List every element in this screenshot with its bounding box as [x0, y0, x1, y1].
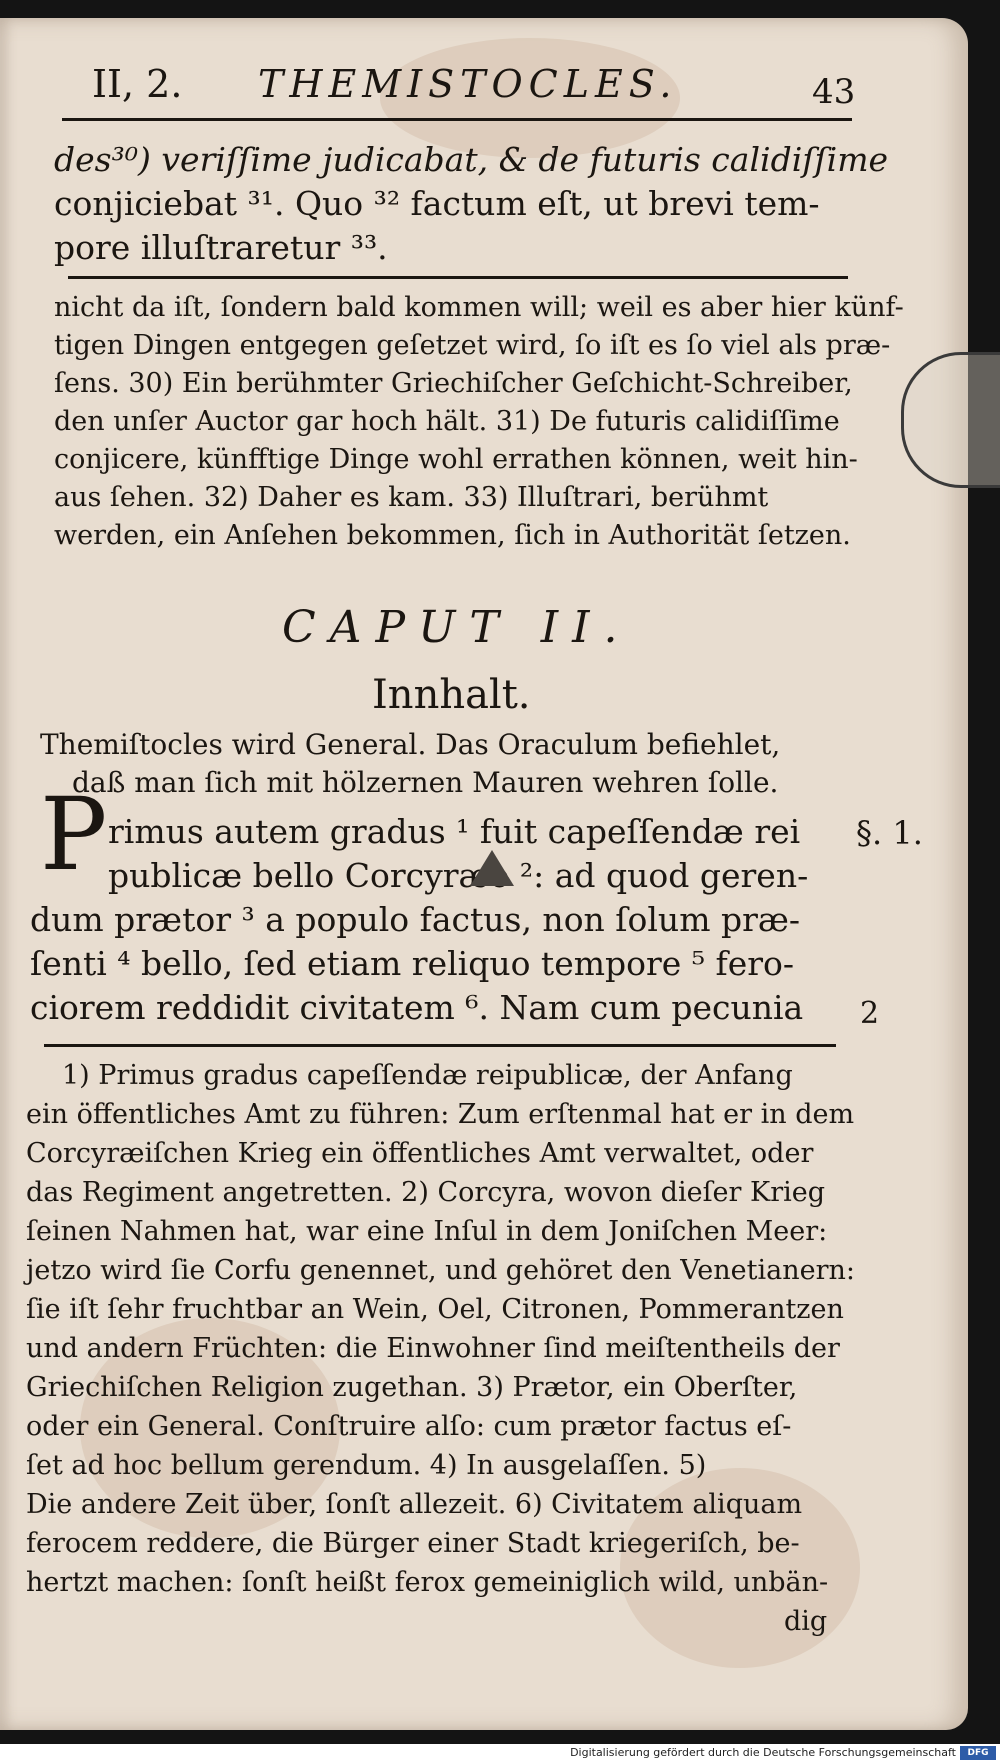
margin-number: 2: [860, 996, 880, 1031]
note-line: und andern Früchten: die Einwohner ſind meiſtentheils der: [26, 1333, 840, 1364]
note-line: Die andere Zeit über, ſonſt allezeit. 6) Civitatem aliquam: [26, 1489, 803, 1520]
main-line: rimus autem gradus ¹ fuit capeſſendæ rei: [108, 812, 801, 851]
text-line: des³⁰) veriſſime judicabat, & de futuris calidiſſime: [54, 140, 889, 179]
summary-line: Themiſtocles wird General. Das Oraculum befiehlet,: [40, 728, 781, 761]
note-line: aus ſehen. 32) Daher es kam. 33) Illuſtrari, berühmt: [54, 482, 769, 513]
note-line: ſie iſt ſehr fruchtbar an Wein, Oel, Citronen, Pommerantzen: [26, 1294, 844, 1325]
footer-credit: Digitalisierung gefördert durch die Deutsche Forschungsgemeinschaft: [570, 1746, 956, 1759]
drop-cap: P: [40, 776, 108, 893]
note-line: Corcyræiſchen Krieg ein öffentliches Amt verwaltet, oder: [26, 1138, 814, 1169]
text-line: pore illuſtraretur ³³.: [54, 228, 388, 267]
note-line: jetzo wird ſie Corfu genennet, und gehöret den Venetianern:: [26, 1255, 855, 1286]
note-line: nicht da iſt, ſondern bald kommen will; weil es aber hier künf-: [54, 292, 904, 323]
header-left: II, 2.: [92, 62, 183, 106]
page-clip: [901, 352, 1000, 488]
note-line: conjicere, künfftige Dinge wohl errathen können, weit hin-: [54, 444, 858, 475]
main-line: dum prætor ³ a populo factus, non ſolum præ-: [30, 900, 801, 939]
contents-heading: Innhalt.: [372, 672, 531, 718]
dfg-logo-icon: DFG: [960, 1746, 996, 1760]
note-line: Griechiſchen Religion zugethan. 3) Prætor, ein Oberſter,: [26, 1372, 798, 1403]
note-line: tigen Dingen entgegen geſetzet wird, ſo iſt es ſo viel als præ-: [54, 330, 891, 361]
header-rule: [62, 118, 852, 121]
summary-line: daß man ſich mit hölzernen Mauren wehren ſolle.: [72, 766, 779, 799]
main-line: ciorem reddidit civitatem ⁶. Nam cum pecunia: [30, 988, 804, 1027]
chapter-heading: CAPUT II.: [282, 602, 632, 653]
notes-rule-bottom: [44, 1044, 836, 1047]
main-line: publicæ bello Corcyræo ²: ad quod geren-: [108, 856, 809, 895]
page-number: 43: [812, 72, 856, 112]
note-line: werden, ein Anſehen bekommen, ſich in Authorität ſetzen.: [54, 520, 851, 551]
section-marker: §. 1.: [856, 814, 923, 852]
note-line: oder ein General. Conſtruire alſo: cum prætor factus eſ-: [26, 1411, 792, 1442]
digitization-footer: [0, 1744, 1000, 1764]
note-line: ſens. 30) Ein berühmter Griechiſcher Geſchicht-Schreiber,: [54, 368, 853, 399]
note-line: ſet ad hoc bellum gerendum. 4) In ausgelaſſen. 5): [26, 1450, 707, 1481]
note-line: den unſer Auctor gar hoch hält. 31) De futuris calidiſſime: [54, 406, 840, 437]
note-line: hertzt machen: ſonſt heißt ferox gemeiniglich wild, unbän-: [26, 1567, 829, 1598]
note-line: das Regiment angetretten. 2) Corcyra, wovon dieſer Krieg: [26, 1177, 826, 1208]
note-line: ſeinen Nahmen hat, war eine Inſul in dem Joniſchen Meer:: [26, 1216, 828, 1247]
note-line: ferocem reddere, die Bürger einer Stadt kriegeriſch, be-: [26, 1528, 800, 1559]
main-line: ſenti ⁴ bello, ſed etiam reliquo tempore ⁵ fero-: [30, 944, 795, 983]
note-line: ein öffentliches Amt zu führen: Zum erſtenmal hat er in dem: [26, 1099, 855, 1130]
pointer-mark: [470, 850, 514, 886]
running-title: THEMISTOCLES.: [258, 62, 678, 106]
note-line: 1) Primus gradus capeſſendæ reipublicæ, der Anfang: [62, 1060, 793, 1091]
catchword: dig: [784, 1606, 828, 1637]
text-line: conjiciebat ³¹. Quo ³² factum eſt, ut brevi tem-: [54, 184, 820, 223]
notes-rule-top: [68, 276, 848, 279]
